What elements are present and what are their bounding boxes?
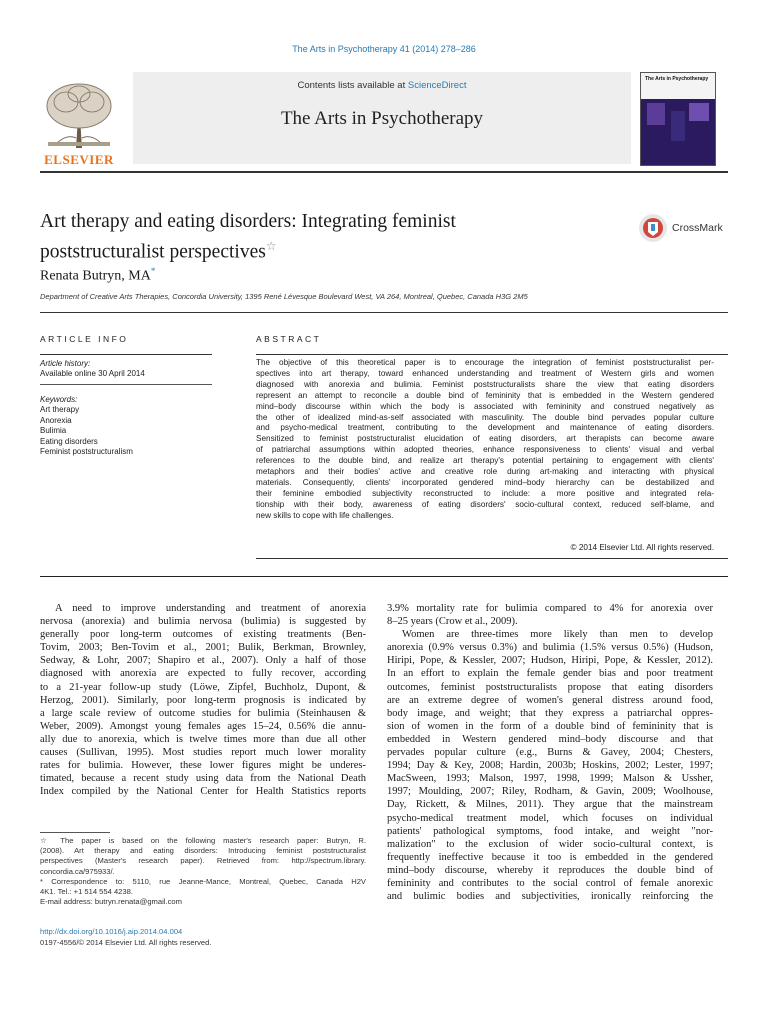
article-history-value: Available online 30 April 2014: [40, 369, 145, 378]
body-line: malization" to the exclusion of wider socio-cultural context, is: [387, 838, 713, 850]
article-info-heading: ARTICLE INFO: [40, 334, 129, 344]
elsevier-wordmark: ELSEVIER: [44, 152, 114, 167]
title-footnote-mark[interactable]: ☆: [265, 239, 277, 253]
contents-prefix: Contents lists available at: [297, 80, 408, 91]
body-line: In an effort to explain the female gender bias and poor treatment: [387, 668, 713, 680]
keywords-label: Keywords:: [40, 395, 78, 404]
body-line: MacSween, 1993; Malson, 1997, 1998, 1999; Malson & Ussher,: [387, 773, 713, 785]
abstract-line: represent an attempt to reconcile a double bind of femininity that is embedded in the Western gendered: [256, 390, 714, 400]
author-name: Renata Butryn, MA: [40, 268, 151, 284]
abstract-line: materials. Consequently, clients' incorporated gendered mind–body hierarchy can be destabilized and: [256, 477, 714, 487]
header-rule: [40, 171, 728, 173]
body-line: are an extreme degree of women's general distress around food,: [387, 694, 713, 706]
author-affiliation: Department of Creative Arts Therapies, Concordia University, 1395 René Lévesque Boulevard West, VA 264, Montreal, Quebec, Canada H3G 2M5: [40, 292, 528, 301]
body-line: Hiripi, Pope, & Kessler, 2007; Hudson, Hiripi, Pope, & Kessler, 2012).: [387, 655, 713, 667]
abstract-rule: [256, 354, 728, 355]
keyword-item: Anorexia: [40, 415, 72, 425]
body-line: Index compiled by the National Center for Health Statistics reports: [40, 786, 366, 798]
body-line: outcomes, feminist poststructuralists propose that eating disorders: [387, 681, 713, 693]
body-line: anorexia (0.9% versus 0.3%) and bulimia (1.5% versus 0.5%) (Hudson,: [387, 642, 713, 654]
abstract-line: and psycho-medical treatment, contributing to the development and maintenance of eating disorders.: [256, 423, 714, 433]
article-info-rule: [40, 354, 212, 355]
abstract-line: The objective of this theoretical paper is to encourage the integration of feminist poststructuralist per-: [256, 358, 714, 367]
body-line: timated, because a recent study using data from the National Death: [40, 773, 366, 785]
body-line: generally poor long-term outcomes of existing treatments (Ben-: [40, 629, 366, 641]
crossmark-label: CrossMark: [672, 222, 723, 234]
author-correspondence-mark[interactable]: *: [150, 266, 156, 276]
body-column-right: [387, 602, 713, 903]
body-line: Weber, 2009). Amongst young females ages 15–24, 0.56% die annu-: [40, 720, 366, 732]
body-line: patients' pathological symptoms, food intake, and weight "nor-: [387, 825, 713, 837]
keywords-list: [40, 405, 133, 458]
footnote-line: ☆ The paper is based on the following master's research paper: Butryn, R.: [40, 836, 366, 845]
abstract-line: their feminine embodied subjectivity reconstructed to include: a more positive and integrated rela-: [256, 488, 714, 498]
body-line: a large scale review of outcome studies for bulimia (Steinhausen &: [40, 707, 366, 719]
abstract-line: of patriarchal assumptions within adopted theories, enhance responsiveness to clients' visual and verbal: [256, 445, 714, 455]
title-line-1: Art therapy and eating disorders: Integrating feminist: [40, 211, 456, 232]
keyword-item: Bulimia: [40, 426, 67, 436]
body-line: A need to improve understanding and treatment of anorexia: [55, 603, 366, 614]
body-line: sion of women in the form of a double bind of femininity that is: [387, 720, 713, 732]
abstract-end-rule: [256, 558, 728, 559]
body-line: pervades popular culture (e.g., Burns & Gavey, 2004; Chesters,: [387, 747, 713, 759]
body-line: Herzog, 2001). Similarly, poor long-term prognosis is indicated by: [40, 694, 366, 706]
body-start-rule: [40, 576, 728, 577]
body-line: diagnosed with anorexia are expected to fully recover, according: [40, 668, 366, 680]
issn-copyright: 0197-4556/© 2014 Elsevier Ltd. All rights reserved.: [40, 938, 212, 947]
body-line: body image, and weight; that they express a patriarchal oppres-: [387, 707, 713, 719]
article-info-divider: [40, 384, 212, 385]
sciencedirect-link[interactable]: ScienceDirect: [407, 80, 467, 91]
body-line: nervosa (anorexia) and bulimia nervosa (bulimia) is suggested by: [40, 616, 366, 628]
contents-available-line: [133, 80, 631, 91]
body-line: to a 21-year follow-up study (Löwe, Zipfel, Buchholz, Dupont, &: [40, 681, 366, 693]
body-line: 1994; Day & Key, 2008; Hardin, 2003b; Hoskins, 2002; Lester, 1997;: [387, 760, 713, 772]
cover-title: The Arts in Psychotherapy: [645, 76, 709, 82]
body-line: frequently ineffective because it too is embedded in the gendered: [387, 851, 713, 863]
body-line: and bulimic bodies and subjectivities, ironically reinforcing the: [387, 891, 713, 903]
abstract-line: spectives into art therapy, toward enhanced understanding and treatment of Western girls and women: [256, 368, 714, 378]
body-line: Sedway, & Lohr, 2007; Shapiro et al., 2007). Only a half of those: [40, 655, 366, 667]
footnote-line: concordia.ca/975933/.: [40, 866, 115, 876]
abstract-line: diagnosed with anorexia and bulimia. Feminist poststructuralists share the view that eating disorders: [256, 379, 714, 389]
footnote-line: (2008). Art therapy and eating disorders: Introducing feminist poststructuralist: [40, 846, 366, 856]
author-line: [40, 266, 155, 285]
title-line-2: poststructuralist perspectives: [40, 241, 266, 263]
abstract-line: metaphors and their bodies' active and creative role during art-making and interacting with physical: [256, 467, 714, 477]
body-line: psycho-medical treatment model, which focuses on individual: [387, 812, 713, 824]
footnote-line: 4K1. Tel.: +1 514 554 4238.: [40, 887, 133, 897]
body-line: rates for bulimia. However, these lower figures might be underes-: [40, 760, 366, 772]
keyword-item: Art therapy: [40, 405, 80, 414]
body-line: mind–body discourse, whereby it reproduces the double bind of: [387, 864, 713, 876]
keyword-item: Feminist poststructuralism: [40, 447, 133, 457]
journal-citation[interactable]: The Arts in Psychotherapy 41 (2014) 278–286: [292, 44, 476, 54]
body-line: 3.9% mortality rate for bulimia compared to 4% for anorexia over: [387, 603, 713, 614]
body-line: 1997; Moulding, 2007; Riley, Rodham, & Gavin, 2009; Woolhouse,: [387, 786, 713, 798]
journal-name[interactable]: The Arts in Psychotherapy: [280, 108, 484, 129]
doi-link[interactable]: http://dx.doi.org/10.1016/j.aip.2014.04.004: [40, 927, 183, 936]
crossmark-badge[interactable]: [638, 213, 728, 243]
footnote-line: * Correspondence to: 5110, rue Jeanne-Mance, Montreal, Quebec, Canada H2V: [40, 876, 366, 886]
article-history-label: Article history:: [40, 359, 91, 368]
title-rule: [40, 312, 728, 313]
body-line: ally due to anorexia, which is twelve times more than due all other: [40, 733, 366, 745]
body-line: Day, Rickett, & Milnes, 2011). They argue that the mainstream: [387, 799, 713, 811]
body-line: Women are three-times more likely than men to develop: [402, 629, 713, 641]
crossmark-icon: [638, 213, 668, 243]
abstract-line: tionship with their body, awareness of eating disorders' socio-cultural context, reduced self-blame, and: [256, 499, 714, 509]
footnote-line: perspectives (Master's research paper). Retrieved from: http://spectrum.library.: [40, 856, 366, 866]
body-line: femininity and contributes to the social control of female anorexic: [387, 877, 713, 889]
body-line: 8–25 years (Crow et al., 2009).: [387, 616, 518, 628]
abstract-copyright: © 2014 Elsevier Ltd. All rights reserved.: [570, 543, 714, 552]
keyword-item: Eating disorders: [40, 436, 98, 446]
body-column-left: [40, 602, 366, 798]
footnote-email[interactable]: E-mail address: butryn.renata@gmail.com: [40, 897, 182, 907]
abstract-line: new skills to cope with life challenges.: [256, 510, 394, 520]
abstract-line: the other of idealized mind-as-self associated with masculinity. The double bind pervades popular culture: [256, 412, 714, 422]
abstract-text: [256, 358, 714, 522]
abstract-line: references to the double bind, and realize art therapy's potential pertaining to engagement with clients': [256, 456, 714, 466]
footnotes: [40, 836, 366, 907]
body-line: causes (Sullivan, 1995). Most studies report much lower morality: [40, 747, 366, 759]
abstract-line: mind–body discourse within which the body is associated with femininity and construed negatively as: [256, 401, 714, 411]
abstract-line: Sensitized to feminist poststructuralist elucidation of eating disorders, art therapists can become aware: [256, 434, 714, 444]
body-line: embedded in Western gendered mind–body discourse and that: [387, 733, 713, 745]
footnote-rule: [40, 832, 110, 833]
article-title: [40, 210, 600, 265]
body-line: Tovim, 2003; Ben-Tovim et al., 2001; Bulik, Berkman, Brownley,: [40, 642, 366, 654]
abstract-heading: ABSTRACT: [256, 334, 322, 344]
journal-cover-thumbnail[interactable]: [640, 72, 716, 166]
